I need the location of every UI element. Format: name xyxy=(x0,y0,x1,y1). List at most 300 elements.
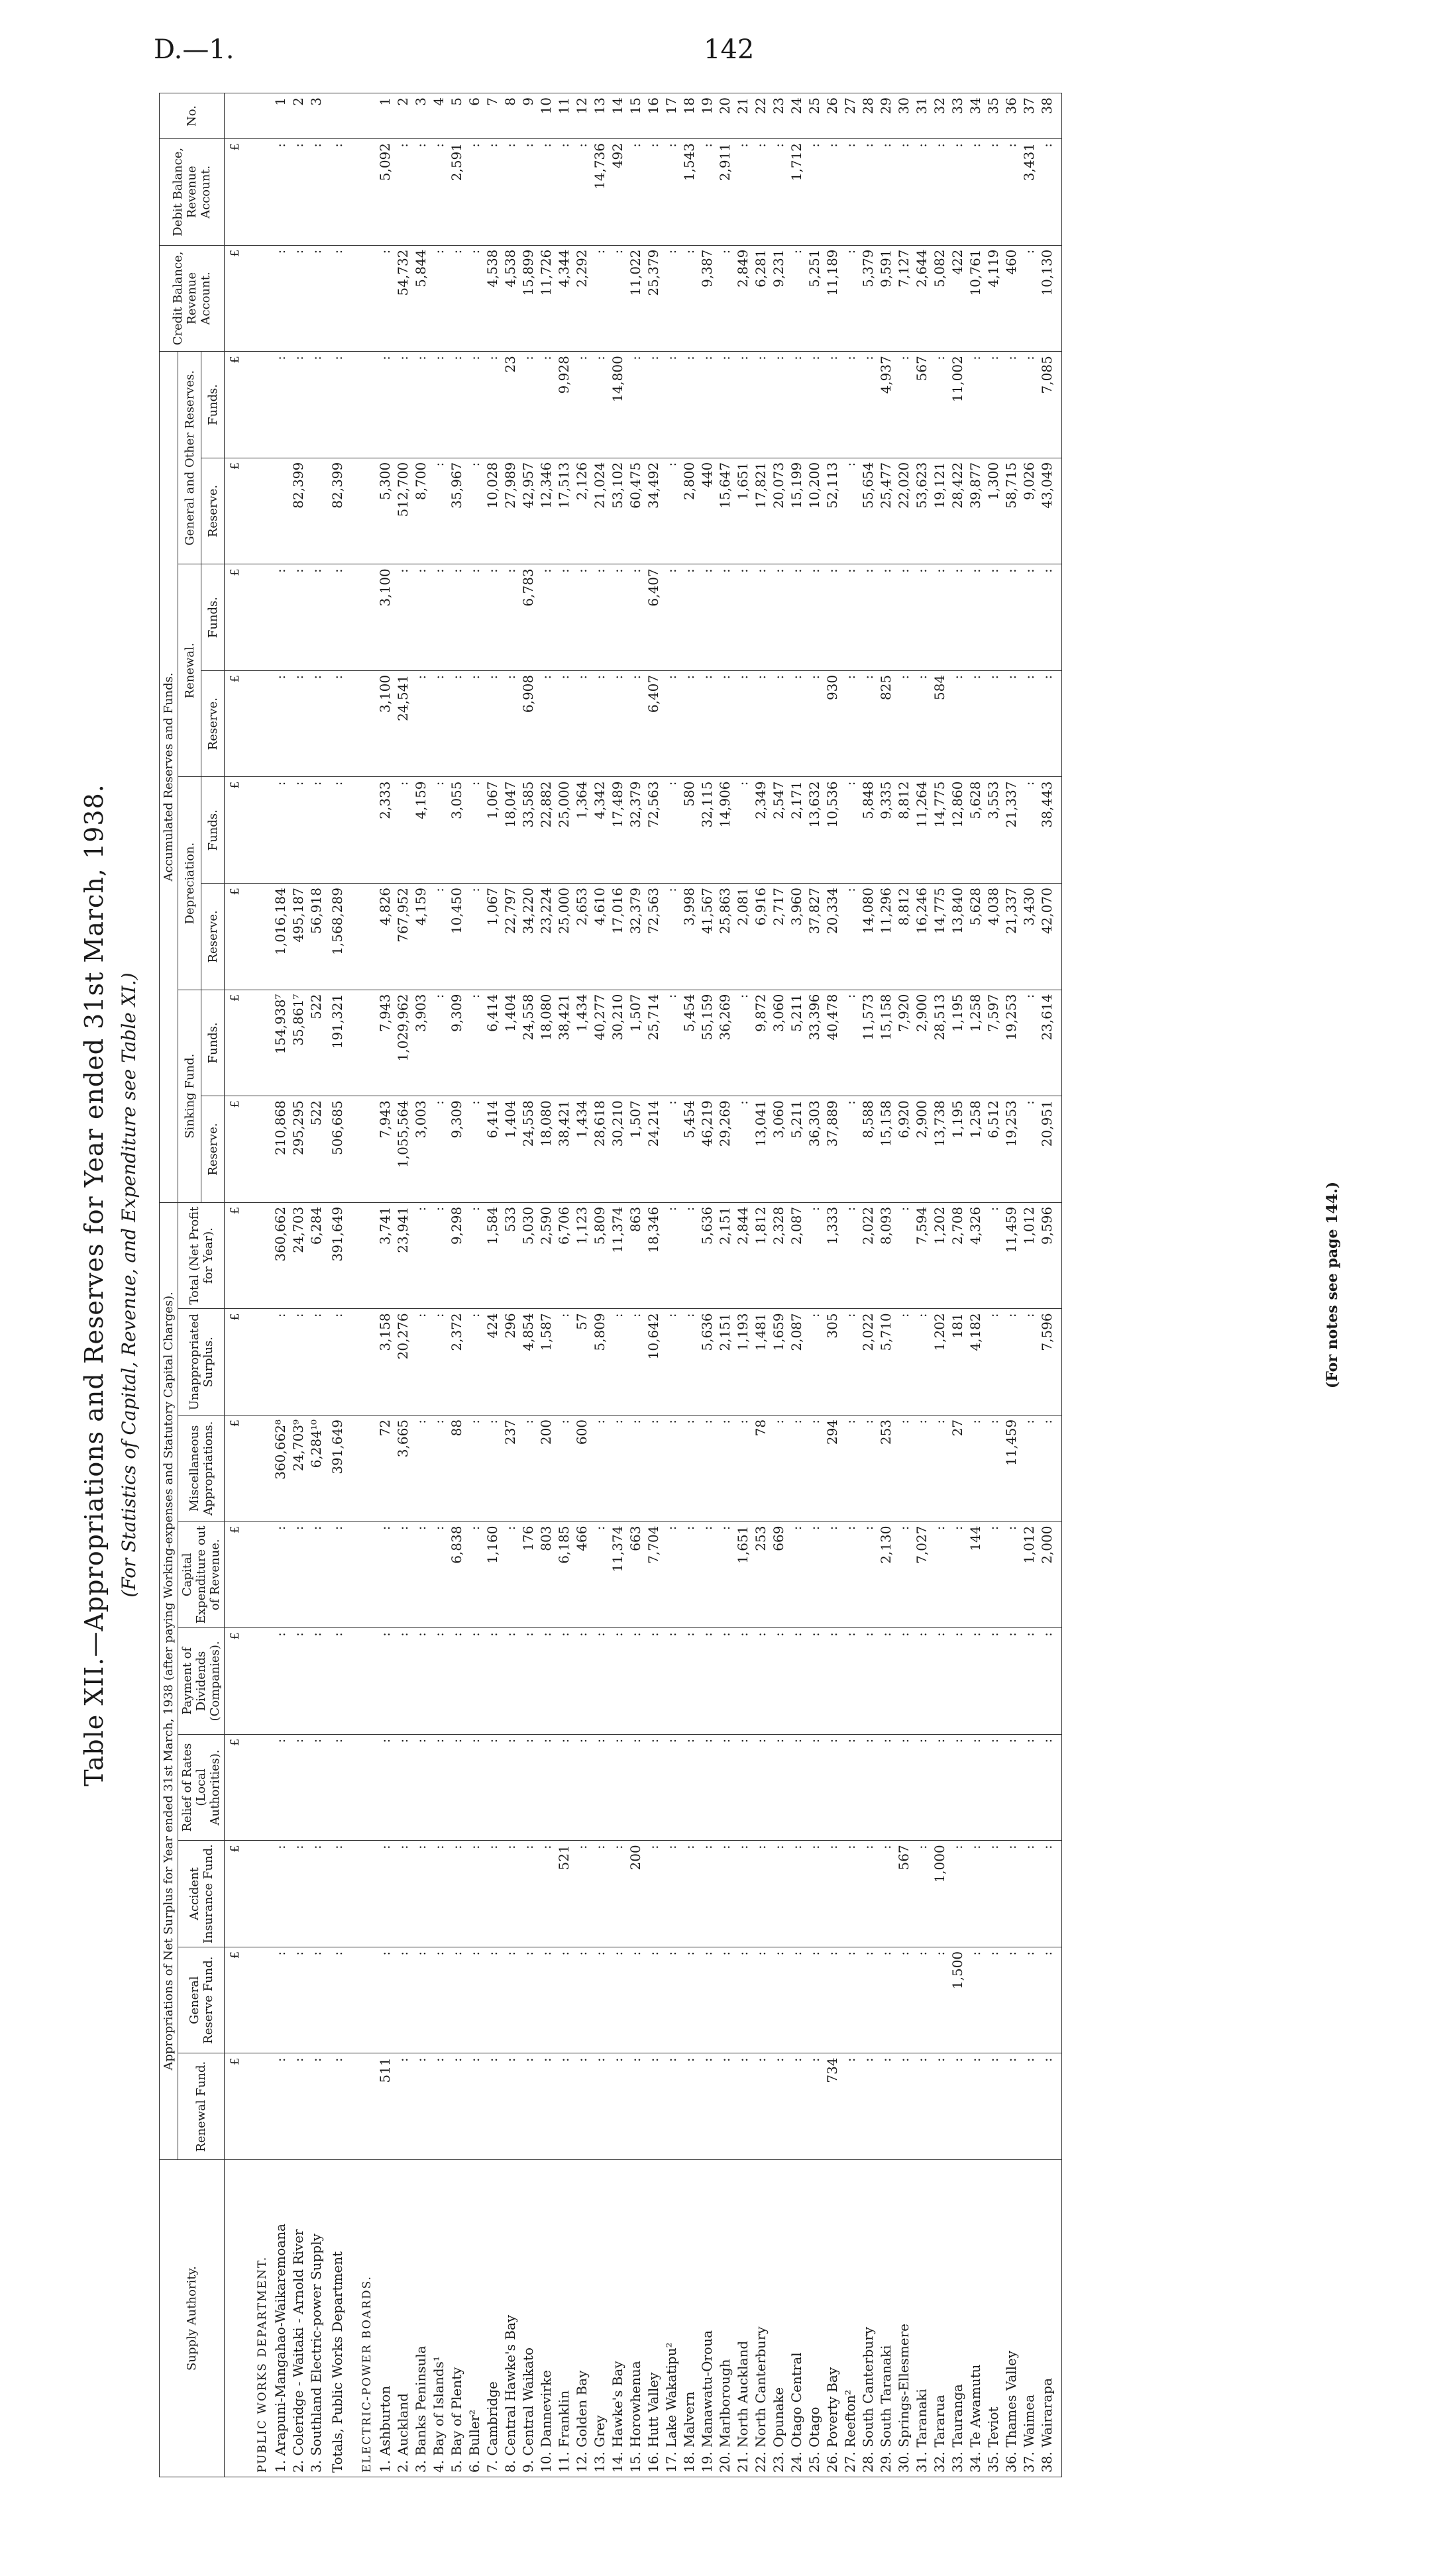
cell-sf-funds: 24,558 xyxy=(519,990,537,1096)
col-general-other: General and Other Reserves. xyxy=(178,352,201,564)
cell-debit: : xyxy=(502,139,519,246)
cell-general-reserve: : xyxy=(484,1947,502,2053)
cell-accident: : xyxy=(1002,1841,1020,1947)
cell-general-reserve: : xyxy=(1002,1947,1020,2053)
group-accumulated: Accumulated Reserves and Funds. xyxy=(160,352,178,1203)
cell-dep-funds: 21,337 xyxy=(1002,777,1020,884)
cell-dep-reserve: 4,038 xyxy=(985,884,1002,990)
cell-renewal-fund: : xyxy=(591,2053,609,2160)
cell-general-reserve: : xyxy=(448,1947,466,2053)
cell-unapprop: : xyxy=(680,1309,698,1416)
cell-no: 21 xyxy=(734,93,752,139)
cell-gen-reserve: 34,492 xyxy=(645,458,663,564)
cell-unapprop: 1,202 xyxy=(931,1309,949,1416)
cell-dividends: : xyxy=(806,1628,824,1735)
cell-misc: : xyxy=(806,1415,824,1521)
total-accident: : xyxy=(325,1841,349,1947)
cell-misc: : xyxy=(663,1415,680,1521)
cell-unapprop: 305 xyxy=(824,1309,841,1416)
cell-accident: : xyxy=(412,1841,430,1947)
page-number: 142 xyxy=(704,34,755,65)
supply-authority-name: 19. Manawatu-Oroua xyxy=(698,2160,716,2477)
cell-ren-funds: : xyxy=(591,564,609,671)
cell-dep-funds: 10,536 xyxy=(824,777,841,884)
cell-dep-funds: 13,632 xyxy=(806,777,824,884)
cell-capital: 1,651 xyxy=(734,1521,752,1628)
cell-ren-funds: : xyxy=(627,564,645,671)
cell-general-reserve: : xyxy=(841,1947,859,2053)
cell-sf-funds: 1,029,962 xyxy=(394,990,412,1096)
supply-authority-name: 37. Waimea xyxy=(1020,2160,1038,2477)
cell-credit: 10,761 xyxy=(967,245,985,352)
cell-total: 1,812 xyxy=(752,1202,770,1309)
cell-dep-reserve: 14,080 xyxy=(859,884,877,990)
cell-unapprop: 10,642 xyxy=(645,1309,663,1416)
cell-accident: 1,000 xyxy=(931,1841,949,1947)
cell-unapprop: 2,022 xyxy=(859,1309,877,1416)
cell-ren-funds: : xyxy=(537,564,555,671)
cell-accident: : xyxy=(698,1841,716,1947)
cell-relief: : xyxy=(931,1734,949,1841)
cell-sf-funds: 11,573 xyxy=(859,990,877,1096)
supply-authority-name: 1. Arapuni-Mangahao-Waikaremoana xyxy=(272,2160,290,2477)
cell-renewal-fund: : xyxy=(806,2053,824,2160)
cell-misc: : xyxy=(967,1415,985,1521)
cell-dep-funds: 33,585 xyxy=(519,777,537,884)
cell-unapprop: : xyxy=(913,1309,931,1416)
cell-dep-funds: : xyxy=(307,777,325,884)
cell-ren-funds: 3,100 xyxy=(376,564,394,671)
cell-dep-funds: 72,563 xyxy=(645,777,663,884)
empty-cell xyxy=(244,990,272,1096)
cell-dep-reserve: 14,775 xyxy=(931,884,949,990)
cell-sf-reserve: 295,295 xyxy=(290,1096,307,1203)
sub-funds: Funds. xyxy=(201,564,225,671)
empty-cell xyxy=(349,352,376,458)
cell-gen-funds: : xyxy=(734,352,752,458)
footnote-reference: (For notes see page 144.) xyxy=(1324,1181,1341,1389)
cell-dividends: : xyxy=(394,1628,412,1735)
cell-relief: : xyxy=(573,1734,591,1841)
supply-authority-name: 31. Taranaki xyxy=(913,2160,931,2477)
cell-sf-funds: 38,421 xyxy=(555,990,573,1096)
cell-sf-reserve: 210,868 xyxy=(272,1096,290,1203)
cell-misc: : xyxy=(716,1415,734,1521)
cell-ren-funds: : xyxy=(430,564,448,671)
cell-sf-funds: 25,714 xyxy=(645,990,663,1096)
cell-no: 2 xyxy=(290,93,307,139)
table-row xyxy=(609,93,627,2477)
cell-gen-reserve: 12,346 xyxy=(537,458,555,564)
cell-relief: : xyxy=(770,1734,788,1841)
cell-dep-reserve: 3,960 xyxy=(788,884,806,990)
cell-renewal-fund: : xyxy=(537,2053,555,2160)
cell-sf-funds: 1,507 xyxy=(627,990,645,1096)
cell-debit: : xyxy=(824,139,841,246)
cell-total: 4,326 xyxy=(967,1202,985,1309)
supply-authority-name: 18. Malvern xyxy=(680,2160,698,2477)
cell-gen-funds: : xyxy=(537,352,555,458)
table-row xyxy=(985,93,1002,2477)
supply-authority-name: 3. Southland Electric-power Supply xyxy=(307,2160,325,2477)
cell-misc: 200 xyxy=(537,1415,555,1521)
cell-misc: : xyxy=(1038,1415,1056,1521)
cell-capital: : xyxy=(663,1521,680,1628)
cell-dep-reserve: 3,430 xyxy=(1020,884,1038,990)
cell-dep-reserve: 13,840 xyxy=(949,884,967,990)
supply-authority-name: 13. Grey xyxy=(591,2160,609,2477)
cell-renewal-fund: : xyxy=(734,2053,752,2160)
cell-sf-funds: 40,277 xyxy=(591,990,609,1096)
cell-debit: : xyxy=(859,139,877,246)
empty-cell xyxy=(1056,245,1062,352)
cell-general-reserve: : xyxy=(931,1947,949,2053)
cell-debit: 1,543 xyxy=(680,139,698,246)
cell-ren-reserve: : xyxy=(537,670,555,777)
currency-cell: £ xyxy=(225,990,245,1096)
total-gen-reserve: 82,399 xyxy=(325,458,349,564)
cell-credit: : xyxy=(788,245,806,352)
cell-relief: : xyxy=(913,1734,931,1841)
cell-ren-funds: : xyxy=(555,564,573,671)
cell-accident: : xyxy=(859,1841,877,1947)
cell-debit: : xyxy=(519,139,537,246)
cell-dep-reserve: 3,998 xyxy=(680,884,698,990)
cell-gen-reserve: 1,651 xyxy=(734,458,752,564)
cell-unapprop: 3,158 xyxy=(376,1309,394,1416)
totals-row xyxy=(325,93,349,2477)
rotated-table-page xyxy=(80,93,1341,2477)
cell-ren-reserve: : xyxy=(573,670,591,777)
cell-accident: : xyxy=(394,1841,412,1947)
cell-no: 32 xyxy=(931,93,949,139)
cell-credit: 5,379 xyxy=(859,245,877,352)
cell-sf-reserve: 5,211 xyxy=(788,1096,806,1203)
empty-cell xyxy=(349,458,376,564)
cell-dividends: : xyxy=(824,1628,841,1735)
cell-no: 29 xyxy=(877,93,895,139)
cell-dep-funds: 8,812 xyxy=(895,777,913,884)
cell-sf-reserve: 28,618 xyxy=(591,1096,609,1203)
cell-gen-reserve: 19,121 xyxy=(931,458,949,564)
cell-capital: 2,130 xyxy=(877,1521,895,1628)
cell-renewal-fund: : xyxy=(466,2053,484,2160)
supply-authority-name: 24. Otago Central xyxy=(788,2160,806,2477)
table-row xyxy=(448,93,466,2477)
cell-sf-reserve: 29,269 xyxy=(716,1096,734,1203)
cell-general-reserve: : xyxy=(307,1947,325,2053)
currency-cell: £ xyxy=(225,1841,245,1947)
cell-debit: 5,092 xyxy=(376,139,394,246)
cell-misc: : xyxy=(680,1415,698,1521)
cell-relief: : xyxy=(376,1734,394,1841)
cell-dep-reserve: : xyxy=(841,884,859,990)
cell-relief: : xyxy=(591,1734,609,1841)
cell-renewal-fund: : xyxy=(290,2053,307,2160)
cell-debit: : xyxy=(967,139,985,246)
cell-sf-funds: 9,309 xyxy=(448,990,466,1096)
cell-ren-funds: : xyxy=(806,564,824,671)
empty-cell xyxy=(349,1734,376,1841)
supply-authority-name: 8. Central Hawke's Bay xyxy=(502,2160,519,2477)
cell-ren-funds: : xyxy=(985,564,1002,671)
cell-renewal-fund: : xyxy=(716,2053,734,2160)
cell-unapprop: : xyxy=(307,1309,325,1416)
cell-general-reserve: : xyxy=(394,1947,412,2053)
cell-gen-reserve: 15,199 xyxy=(788,458,806,564)
cell-dividends: : xyxy=(290,1628,307,1735)
supply-authority-name: 33. Tauranga xyxy=(949,2160,967,2477)
empty-cell xyxy=(244,777,272,884)
cell-relief: : xyxy=(412,1734,430,1841)
cell-misc: : xyxy=(519,1415,537,1521)
empty-cell xyxy=(1056,1415,1062,1521)
cell-ren-funds: : xyxy=(680,564,698,671)
cell-capital: : xyxy=(502,1521,519,1628)
cell-gen-reserve: 17,513 xyxy=(555,458,573,564)
empty-cell xyxy=(1056,1841,1062,1947)
cell-ren-funds: : xyxy=(290,564,307,671)
cell-sf-reserve: 38,421 xyxy=(555,1096,573,1203)
table-row xyxy=(770,93,788,2477)
cell-total: : xyxy=(663,1202,680,1309)
cell-debit: : xyxy=(412,139,430,246)
cell-ren-reserve: : xyxy=(272,670,290,777)
cell-gen-reserve: 53,102 xyxy=(609,458,627,564)
cell-total: 1,333 xyxy=(824,1202,841,1309)
currency-cell: £ xyxy=(225,1734,245,1841)
cell-unapprop: 2,151 xyxy=(716,1309,734,1416)
cell-debit: 14,736 xyxy=(591,139,609,246)
cell-gen-funds: : xyxy=(430,352,448,458)
cell-relief: : xyxy=(788,1734,806,1841)
cell-accident: : xyxy=(680,1841,698,1947)
cell-gen-funds: : xyxy=(752,352,770,458)
table-row xyxy=(788,93,806,2477)
cell-total: 2,151 xyxy=(716,1202,734,1309)
cell-debit: : xyxy=(627,139,645,246)
cell-sf-reserve: 6,920 xyxy=(895,1096,913,1203)
cell-no: 9 xyxy=(519,93,537,139)
cell-dep-reserve: : xyxy=(466,884,484,990)
currency-cell: £ xyxy=(225,564,245,671)
cell-gen-reserve: : xyxy=(663,458,680,564)
cell-dep-funds: 4,159 xyxy=(412,777,430,884)
cell-unapprop: : xyxy=(1020,1309,1038,1416)
cell-gen-funds: : xyxy=(591,352,609,458)
cell-misc: : xyxy=(466,1415,484,1521)
cell-ren-reserve: : xyxy=(555,670,573,777)
cell-capital: 1,160 xyxy=(484,1521,502,1628)
cell-ren-funds: : xyxy=(412,564,430,671)
cell-unapprop: 1,659 xyxy=(770,1309,788,1416)
cell-dep-reserve: 1,067 xyxy=(484,884,502,990)
cell-capital: : xyxy=(985,1521,1002,1628)
cell-no: 34 xyxy=(967,93,985,139)
cell-unapprop: : xyxy=(895,1309,913,1416)
cell-unapprop: : xyxy=(272,1309,290,1416)
empty-cell xyxy=(1056,1734,1062,1841)
cell-credit: : xyxy=(591,245,609,352)
cell-total: 11,374 xyxy=(609,1202,627,1309)
cell-credit: 2,292 xyxy=(573,245,591,352)
cell-total: 2,708 xyxy=(949,1202,967,1309)
cell-ren-funds: : xyxy=(913,564,931,671)
cell-accident: : xyxy=(609,1841,627,1947)
cell-misc: 24,703⁹ xyxy=(290,1415,307,1521)
cell-accident: : xyxy=(430,1841,448,1947)
currency-cell: £ xyxy=(225,1096,245,1203)
cell-relief: : xyxy=(877,1734,895,1841)
empty-cell xyxy=(244,1202,272,1309)
cell-gen-reserve: 52,113 xyxy=(824,458,841,564)
cell-debit: 492 xyxy=(609,139,627,246)
cell-sf-funds: 1,434 xyxy=(573,990,591,1096)
cell-unapprop: 4,182 xyxy=(967,1309,985,1416)
supply-authority-name: 36. Thames Valley xyxy=(1002,2160,1020,2477)
cell-sf-funds: 40,478 xyxy=(824,990,841,1096)
cell-dep-reserve: 4,610 xyxy=(591,884,609,990)
empty-cell xyxy=(1056,458,1062,564)
table-row xyxy=(716,93,734,2477)
cell-gen-funds: : xyxy=(307,352,325,458)
cell-dividends: : xyxy=(931,1628,949,1735)
cell-capital: 1,012 xyxy=(1020,1521,1038,1628)
empty-cell xyxy=(349,1096,376,1203)
cell-ren-funds: 6,407 xyxy=(645,564,663,671)
cell-no: 36 xyxy=(1002,93,1020,139)
cell-unapprop: : xyxy=(1002,1309,1020,1416)
cell-dep-reserve: : xyxy=(430,884,448,990)
cell-ren-funds: : xyxy=(272,564,290,671)
cell-dividends: : xyxy=(272,1628,290,1735)
empty-cell xyxy=(244,1841,272,1947)
cell-sf-funds: : xyxy=(1020,990,1038,1096)
cell-no: 1 xyxy=(376,93,394,139)
cell-renewal-fund: : xyxy=(1020,2053,1038,2160)
empty-cell xyxy=(349,1521,376,1628)
cell-debit: : xyxy=(555,139,573,246)
cell-sf-funds: 28,513 xyxy=(931,990,949,1096)
cell-dep-funds: 22,882 xyxy=(537,777,555,884)
cell-relief: : xyxy=(627,1734,645,1841)
cell-credit: 9,231 xyxy=(770,245,788,352)
empty-cell xyxy=(244,1947,272,2053)
cell-relief: : xyxy=(1020,1734,1038,1841)
cell-dividends: : xyxy=(645,1628,663,1735)
supply-authority-name: 3. Banks Peninsula xyxy=(412,2160,430,2477)
cell-total: 23,941 xyxy=(394,1202,412,1309)
cell-relief: : xyxy=(519,1734,537,1841)
cell-no: 13 xyxy=(591,93,609,139)
cell-dep-reserve: 8,812 xyxy=(895,884,913,990)
cell-renewal-fund: : xyxy=(448,2053,466,2160)
cell-ren-reserve: : xyxy=(949,670,967,777)
cell-no: 15 xyxy=(627,93,645,139)
cell-dividends: : xyxy=(1038,1628,1056,1735)
cell-capital: : xyxy=(716,1521,734,1628)
supply-authority-name: 26. Poverty Bay xyxy=(824,2160,841,2477)
cell-sf-reserve: 3,003 xyxy=(412,1096,430,1203)
cell-accident: 567 xyxy=(895,1841,913,1947)
table-row xyxy=(484,93,502,2477)
cell-sf-funds: : xyxy=(841,990,859,1096)
supply-authority-name: 16. Hutt Valley xyxy=(645,2160,663,2477)
cell-gen-reserve: 25,477 xyxy=(877,458,895,564)
cell-credit: 6,281 xyxy=(752,245,770,352)
cell-debit: : xyxy=(394,139,412,246)
cell-renewal-fund: : xyxy=(680,2053,698,2160)
cell-gen-reserve: 440 xyxy=(698,458,716,564)
cell-credit: : xyxy=(716,245,734,352)
cell-dividends: : xyxy=(841,1628,859,1735)
cell-accident: : xyxy=(967,1841,985,1947)
cell-gen-reserve: 15,647 xyxy=(716,458,734,564)
totals-label: Totals, Public Works Department xyxy=(325,2160,349,2477)
cell-dep-funds: 2,333 xyxy=(376,777,394,884)
cell-debit: : xyxy=(1002,139,1020,246)
cell-sf-reserve: 1,434 xyxy=(573,1096,591,1203)
cell-general-reserve: : xyxy=(376,1947,394,2053)
cell-ren-reserve: : xyxy=(788,670,806,777)
cell-total: 5,809 xyxy=(591,1202,609,1309)
cell-dep-reserve: 2,653 xyxy=(573,884,591,990)
cell-dep-funds: 4,342 xyxy=(591,777,609,884)
cell-capital: 176 xyxy=(519,1521,537,1628)
cell-no: 31 xyxy=(913,93,931,139)
total-gen-funds: : xyxy=(325,352,349,458)
sub-reserve: Reserve. xyxy=(201,884,225,990)
cell-debit: : xyxy=(770,139,788,246)
cell-relief: : xyxy=(680,1734,698,1841)
cell-relief: : xyxy=(466,1734,484,1841)
table-title: Table XII.—Appropriations and Reserves for Year ended 31st March, 1938. xyxy=(80,784,109,1786)
currency-row xyxy=(225,93,245,2477)
cell-accident: : xyxy=(1038,1841,1056,1947)
cell-dividends: : xyxy=(913,1628,931,1735)
table-row xyxy=(272,93,290,2477)
cell-accident: : xyxy=(290,1841,307,1947)
cell-misc: : xyxy=(645,1415,663,1521)
cell-sf-funds: 55,159 xyxy=(698,990,716,1096)
currency-cell xyxy=(225,2160,245,2477)
cell-dividends: : xyxy=(877,1628,895,1735)
cell-renewal-fund: : xyxy=(663,2053,680,2160)
cell-general-reserve: : xyxy=(502,1947,519,2053)
table-row xyxy=(895,93,913,2477)
cell-relief: : xyxy=(555,1734,573,1841)
cell-gen-funds: : xyxy=(770,352,788,458)
cell-gen-reserve: 10,028 xyxy=(484,458,502,564)
cell-capital: 2,000 xyxy=(1038,1521,1056,1628)
total-unapprop: : xyxy=(325,1309,349,1416)
cell-capital: : xyxy=(272,1521,290,1628)
cell-unapprop: 2,372 xyxy=(448,1309,466,1416)
cell-sf-reserve: 24,558 xyxy=(519,1096,537,1203)
total-misc: 391,649 xyxy=(325,1415,349,1521)
cell-renewal-fund: : xyxy=(430,2053,448,2160)
cell-sf-reserve: 24,214 xyxy=(645,1096,663,1203)
cell-dep-reserve: 21,337 xyxy=(1002,884,1020,990)
cell-sf-reserve: 19,253 xyxy=(1002,1096,1020,1203)
cell-renewal-fund: : xyxy=(913,2053,931,2160)
cell-capital: : xyxy=(698,1521,716,1628)
cell-no: 7 xyxy=(484,93,502,139)
cell-ren-reserve: : xyxy=(290,670,307,777)
cell-unapprop: 7,596 xyxy=(1038,1309,1056,1416)
col-unappropriated: Unappropriated Surplus. xyxy=(178,1309,225,1416)
cell-renewal-fund: : xyxy=(519,2053,537,2160)
